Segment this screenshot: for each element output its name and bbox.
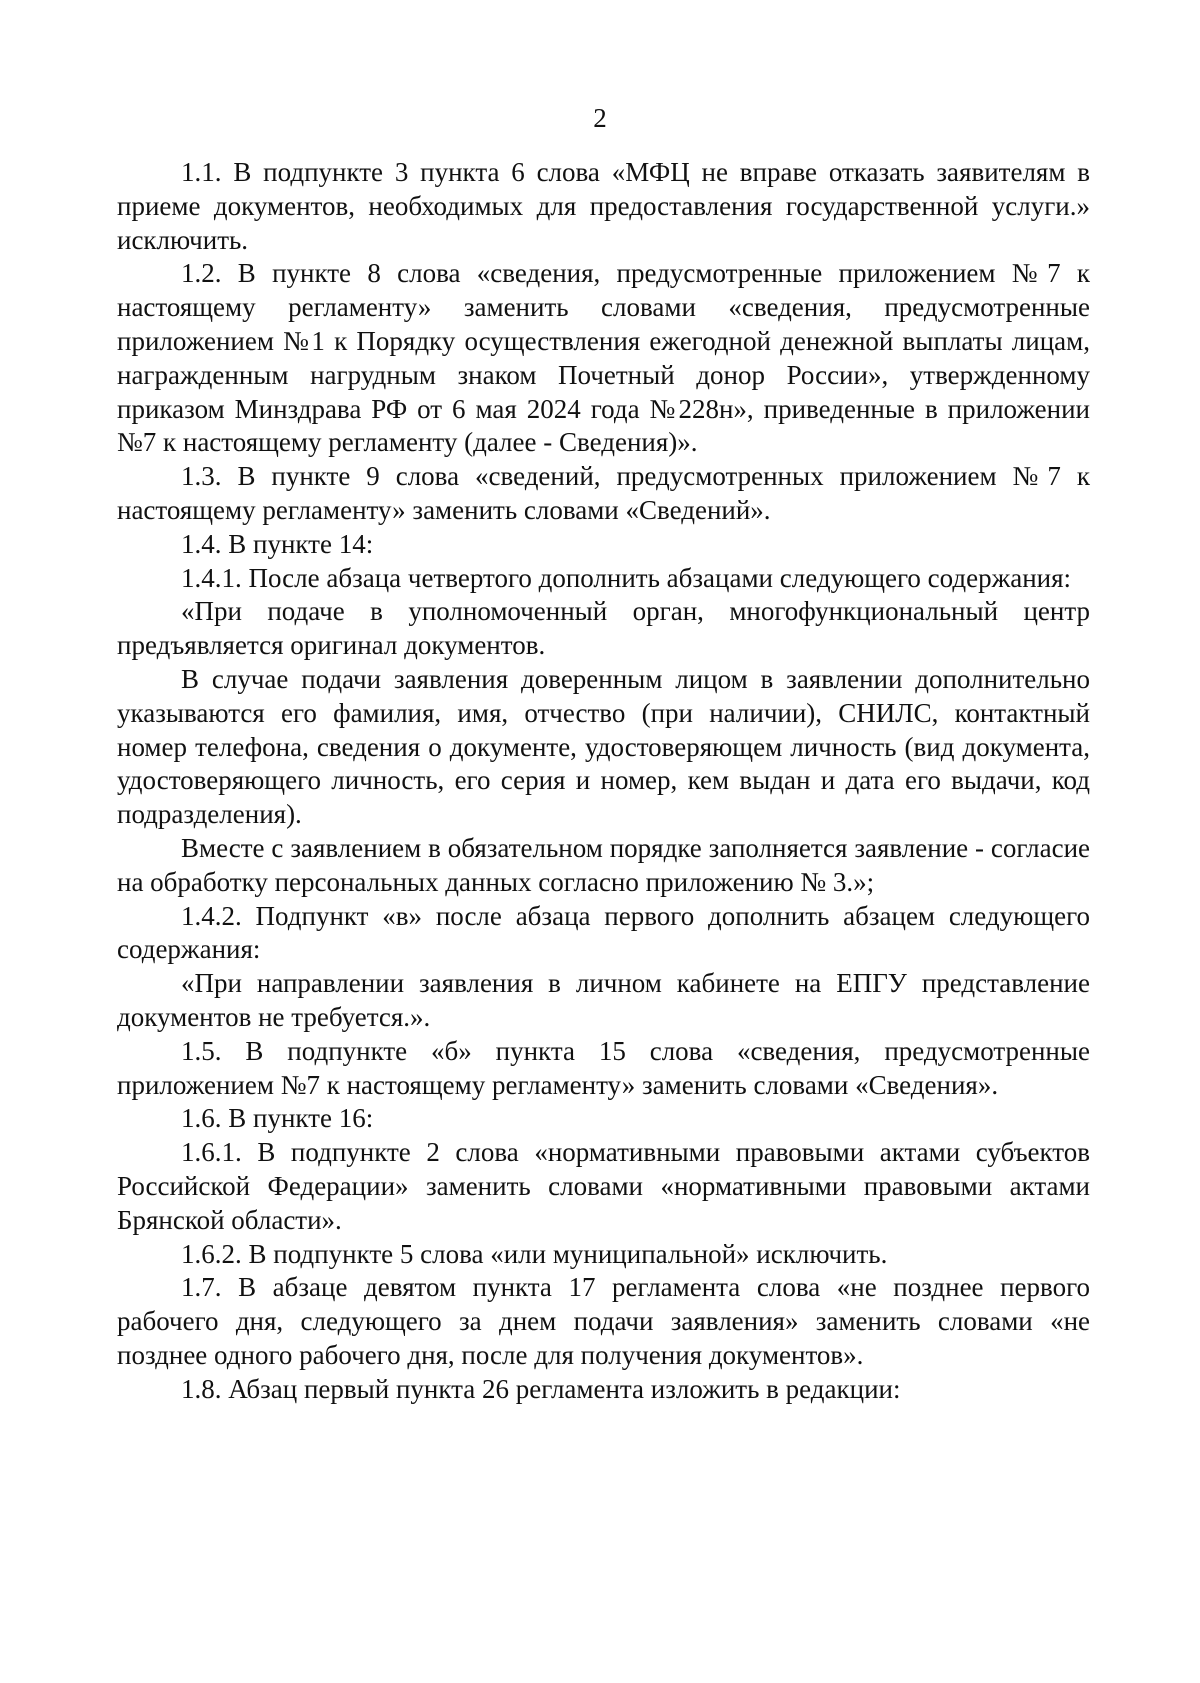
paragraph-1-4-2: 1.4.2. Подпункт «в» после абзаца первого дополнить абзацем следующего содержания: <box>117 900 1090 965</box>
paragraph-1-4: 1.4. В пункте 14: <box>181 528 374 559</box>
paragraph-1-8: 1.8. Абзац первый пункта 26 регламента изложить в редакции: <box>181 1373 901 1404</box>
paragraph-1-7: 1.7. В абзаце девятом пункта 17 регламента слова «не позднее первого рабочего дня, следующего за днем подачи заявления» заменить словами «не позднее одного рабочего дня, после для получения документов». <box>117 1272 1090 1370</box>
paragraph-1-1: 1.1. В подпункте 3 пункта 6 слова «МФЦ не вправе отказать заявителям в приеме документов, необходимых для предоставления государственной услуги.» исключить. <box>117 157 1090 255</box>
paragraph-quote-epgu: «При направлении заявления в личном кабинете на ЕПГУ представление документов не требуется.». <box>117 968 1090 1032</box>
document-body <box>117 156 1090 1406</box>
paragraph-quote-submission: «При подаче в уполномоченный орган, многофункциональный центр предъявляется оригинал документов. <box>117 596 1090 661</box>
paragraph-1-5: 1.5. В подпункте «б» пункта 15 слова «сведения, предусмотренные приложением №7 к настоящему регламенту» заменить словами «Сведения». <box>117 1035 1090 1100</box>
paragraph-consent: Вместе с заявлением в обязательном порядке заполняется заявление - согласие на обработку персональных данных согласно приложению № 3.»; <box>117 832 1090 897</box>
paragraph-1-4-1: 1.4.1. После абзаца четвертого дополнить абзацами следующего содержания: <box>181 562 1072 593</box>
paragraph-trusted-person: В случае подачи заявления доверенным лицом в заявлении дополнительно указываются его фамилия, имя, отчество (при наличии), СНИЛС, контактный номер телефона, сведения о документе, удостоверяющем личность (вид документа, удостоверяющего личность, его серия и номер, кем выдан и дата его выдачи, код подразделения). <box>117 663 1090 830</box>
paragraph-1-6-2: 1.6.2. В подпункте 5 слова «или муниципальной» исключить. <box>181 1238 888 1269</box>
paragraph-1-6: 1.6. В пункте 16: <box>181 1103 374 1134</box>
page-number: 2 <box>593 103 607 133</box>
paragraph-1-2: 1.2. В пункте 8 слова «сведения, предусмотренные приложением №7 к настоящему регламенту» заменить словами «сведения, предусмотренные приложением №1 к Порядку осуществления ежегодной денежной выплаты лицам, награжденным нагрудным знаком Почетный донор России», утвержденному приказом Минздрава РФ от 6 мая 2024 года №228н», приведенные в приложении №7 к настоящему регламенту (далее - Сведения)». <box>117 258 1090 458</box>
paragraph-1-6-1: 1.6.1. В подпункте 2 слова «нормативными правовыми актами субъектов Российской Федерации» заменить словами «нормативными правовыми актами Брянской области». <box>117 1137 1090 1235</box>
paragraph-1-3: 1.3. В пункте 9 слова «сведений, предусмотренных приложением №7 к настоящему регламенту» заменить словами «Сведений». <box>117 461 1090 525</box>
